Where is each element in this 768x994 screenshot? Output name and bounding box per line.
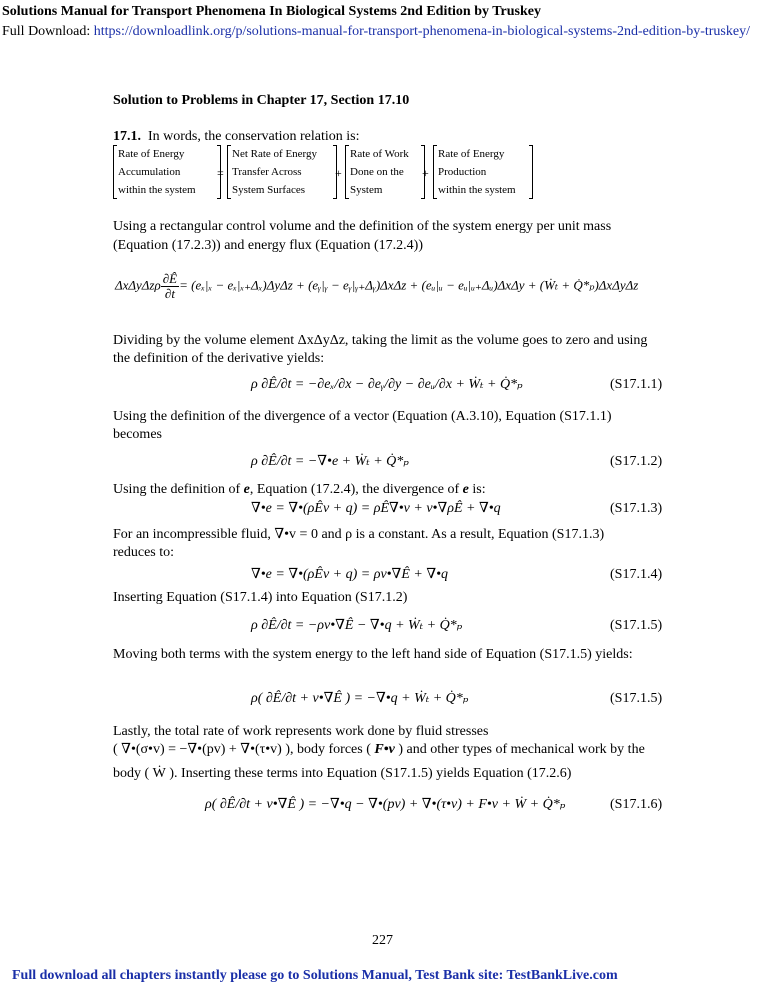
- box-work: Rate of Work Done on the System: [345, 145, 425, 199]
- equation-balance: ΔxΔyΔzρ $\frac{\partial Ê}{\partial t}$ = (eₓ|ₓ − eₓ|ₓ₊Δₓ)ΔyΔz + (eᵧ|ᵧ − eᵧ|ᵧ₊Δᵧ)ΔxΔz + (eᵤ|ᵤ − eᵤ|ᵤ₊Δᵤ)ΔxΔy + (Ẇₜ + Q̇*ₚ)ΔxΔyΔz: [115, 271, 639, 301]
- equation-s17-1-3: ∇•e = ∇•(ρÊv + q) = ρÊ∇•v + v•∇ρÊ + ∇•q: [251, 501, 501, 516]
- para-8-line-3: body ( Ẇ ). Inserting these terms into Equation (S17.1.5) yields Equation (17.2.6): [113, 766, 572, 781]
- box-production: Rate of Energy Production within the system: [433, 145, 533, 199]
- para-2-line-1: Dividing by the volume element ΔxΔyΔz, taking the limit as the volume goes to zero and using: [113, 333, 648, 348]
- op-plus-1: +: [335, 166, 342, 180]
- equation-s17-1-6: ρ( ∂Ê/∂t + v•∇Ê ) = −∇•q − ∇•(pv) + ∇•(τ•v) + F•v + Ẇ + Q̇*ₚ: [205, 797, 566, 812]
- para-3-line-2: becomes: [113, 427, 162, 442]
- problem-intro: In words, the conservation relation is:: [148, 129, 360, 144]
- para-7: Moving both terms with the system energy to the left hand side of Equation (S17.1.5) yields:: [113, 647, 633, 662]
- para-4: Using the definition of e, Equation (17.2.4), the divergence of e is:: [113, 482, 486, 497]
- eq-number-1: (S17.1.1): [610, 377, 663, 392]
- equation-s17-1-5b: ρ( ∂Ê/∂t + v•∇Ê ) = −∇•q + Ẇₜ + Q̇*ₚ: [251, 691, 469, 706]
- eq-number-5: (S17.1.5): [610, 618, 663, 633]
- box-transfer: Net Rate of Energy Transfer Across System Surfaces: [227, 145, 337, 199]
- para-3-line-1: Using the definition of the divergence of a vector (Equation (A.3.10), Equation (S17.1.1): [113, 409, 612, 424]
- equation-s17-1-1: ρ ∂Ê/∂t = −∂eₓ/∂x − ∂eᵧ/∂y − ∂eᵤ/∂x + Ẇₜ + Q̇*ₚ: [251, 377, 523, 392]
- para-6: Inserting Equation (S17.1.4) into Equation (S17.1.2): [113, 590, 408, 605]
- eq-number-5b: (S17.1.5): [610, 691, 663, 706]
- equation-s17-1-4: ∇•e = ∇•(ρÊv + q) = ρv•∇Ê + ∇•q: [251, 567, 449, 582]
- eq-number-4: (S17.1.4): [610, 567, 663, 582]
- box-accumulation: Rate of Energy Accumulation within the system: [113, 145, 221, 199]
- para-5-line-1: For an incompressible fluid, ∇•v = 0 and ρ is a constant. As a result, Equation (S17.1.3): [113, 527, 605, 542]
- download-label: Full Download:: [2, 24, 94, 39]
- problem-number: 17.1.: [113, 129, 141, 144]
- op-equals: =: [217, 166, 224, 180]
- page-number: 227: [372, 933, 393, 948]
- eq-number-3: (S17.1.3): [610, 501, 663, 516]
- download-line: [2, 24, 768, 40]
- equation-s17-1-5: ρ ∂Ê/∂t = −ρv•∇Ê − ∇•q + Ẇₜ + Q̇*ₚ: [251, 618, 463, 633]
- header-title: Solutions Manual for Transport Phenomena In Biological Systems 2nd Edition by Truskey: [2, 4, 541, 19]
- eq-number-6: (S17.1.6): [610, 797, 663, 812]
- para-1-line-2: (Equation (17.2.3)) and energy flux (Equation (17.2.4)): [113, 238, 423, 253]
- para-5-line-2: reduces to:: [113, 545, 175, 560]
- download-link[interactable]: https://downloadlink.org/p/solutions-manual-for-transport-phenomena-in-biological-systems-2nd-edition-by-truskey/: [93, 24, 750, 39]
- para-8-line-1: Lastly, the total rate of work represents work done by fluid stresses: [113, 724, 489, 739]
- section-title: Solution to Problems in Chapter 17, Section 17.10: [113, 93, 410, 108]
- eq-number-2: (S17.1.2): [610, 454, 663, 469]
- problem-heading: [113, 128, 360, 146]
- equation-s17-1-2: ρ ∂Ê/∂t = −∇•e + Ẇₜ + Q̇*ₚ: [251, 454, 409, 469]
- para-8-line-2: ( ∇•(σ•v) = −∇•(pv) + ∇•(τ•v) ), body forces ( F•v ) and other types of mechanical work by the: [113, 742, 645, 757]
- op-plus-2: +: [422, 166, 429, 180]
- footer-promo[interactable]: Full download all chapters instantly please go to Solutions Manual, Test Bank site: TestBankLive.com: [12, 968, 618, 983]
- para-2-line-2: the definition of the derivative yields:: [113, 351, 325, 366]
- para-1-line-1: Using a rectangular control volume and the definition of the system energy per unit mass: [113, 219, 612, 234]
